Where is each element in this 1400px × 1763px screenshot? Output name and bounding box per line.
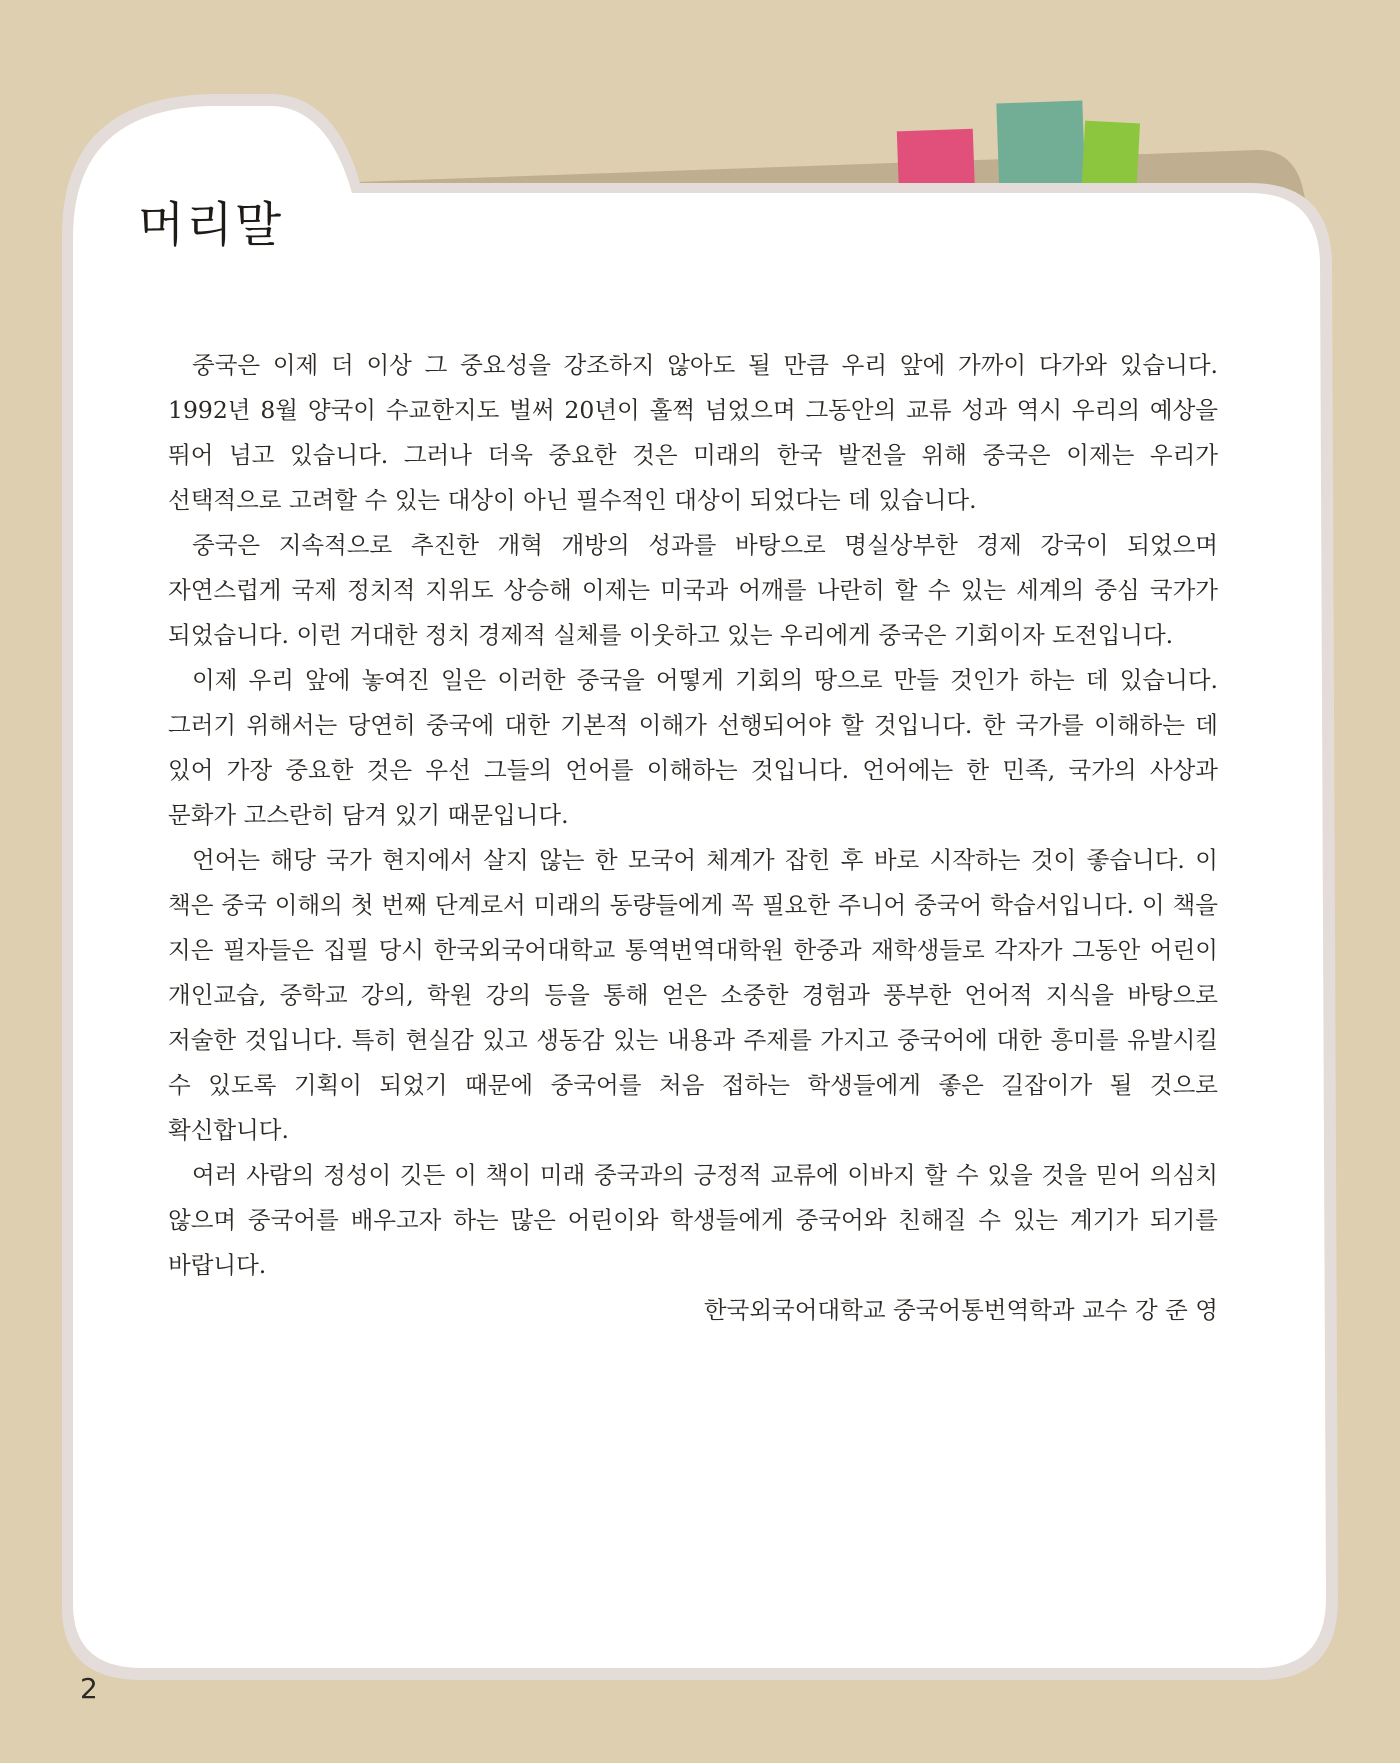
paragraph: 이제 우리 앞에 놓여진 일은 이러한 중국을 어떻게 기회의 땅으로 만들 것인가 하는 데 있습니다. 그러기 위해서는 당연히 중국에 대한 기본적 이해가 선행되어야 할 것입니다. 한 국가를 이해하는 데 있어 가장 중요한 것은 우선 그들의 언어를 이해하는 것입니다. 언어에는 한 민족, 국가의 사상과 문화가 고스란히 담겨 있기 때문입니다. bbox=[168, 666, 1218, 829]
author-signature: 한국외국어대학교 중국어통번역학과 교수 강 준 영 bbox=[703, 1296, 1218, 1324]
paragraph: 여러 사람의 정성이 깃든 이 책이 미래 중국과의 긍정적 교류에 이바지 할 수 있을 것을 믿어 의심치 않으며 중국어를 배우고자 하는 많은 어린이와 학생들에게 중국어와 친해질 수 있는 계기가 되기를 바랍니다. bbox=[168, 1161, 1218, 1279]
page-number: 2 bbox=[80, 1672, 98, 1705]
page-title: 머리말 bbox=[138, 197, 284, 253]
paragraph: 언어는 해당 국가 현지에서 살지 않는 한 모국어 체계가 잡힌 후 바로 시작하는 것이 좋습니다. 이 책은 중국 이해의 첫 번째 단계로서 미래의 동량들에게 꼭 필요한 주니어 중국어 학습서입니다. 이 책을 지은 필자들은 집필 당시 한국외국어대학교 통역번역대학원 한중과 재학생들로 각자가 그동안 어린이 개인교습, 중학교 강의, 학원 강의 등을 통해 얻은 소중한 경험과 풍부한 언어적 지식을 바탕으로 저술한 것입니다. 특히 현실감 있고 생동감 있는 내용과 주제를 가지고 중국어에 대한 흥미를 유발시킬 수 있도록 기획이 되었기 때문에 중국어를 처음 접하는 학생들에게 좋은 길잡이가 될 것으로 확신합니다. bbox=[168, 846, 1218, 1144]
preface-body bbox=[168, 343, 1218, 1333]
paragraph: 중국은 이제 더 이상 그 중요성을 강조하지 않아도 될 만큼 우리 앞에 가까이 다가와 있습니다. 1992년 8월 양국이 수교한지도 벌써 20년이 훌쩍 넘었으며 그동안의 교류 성과 역시 우리의 예상을 뛰어 넘고 있습니다. 그러나 더욱 중요한 것은 미래의 한국 발전을 위해 중국은 이제는 우리가 선택적으로 고려할 수 있는 대상이 아닌 필수적인 대상이 되었다는 데 있습니다. bbox=[168, 351, 1218, 514]
paragraph: 중국은 지속적으로 추진한 개혁 개방의 성과를 바탕으로 명실상부한 경제 강국이 되었으며 자연스럽게 국제 정치적 지위도 상승해 이제는 미국과 어깨를 나란히 할 수 있는 세계의 중심 국가가 되었습니다. 이런 거대한 정치 경제적 실체를 이웃하고 있는 우리에게 중국은 기회이자 도전입니다. bbox=[168, 531, 1218, 649]
